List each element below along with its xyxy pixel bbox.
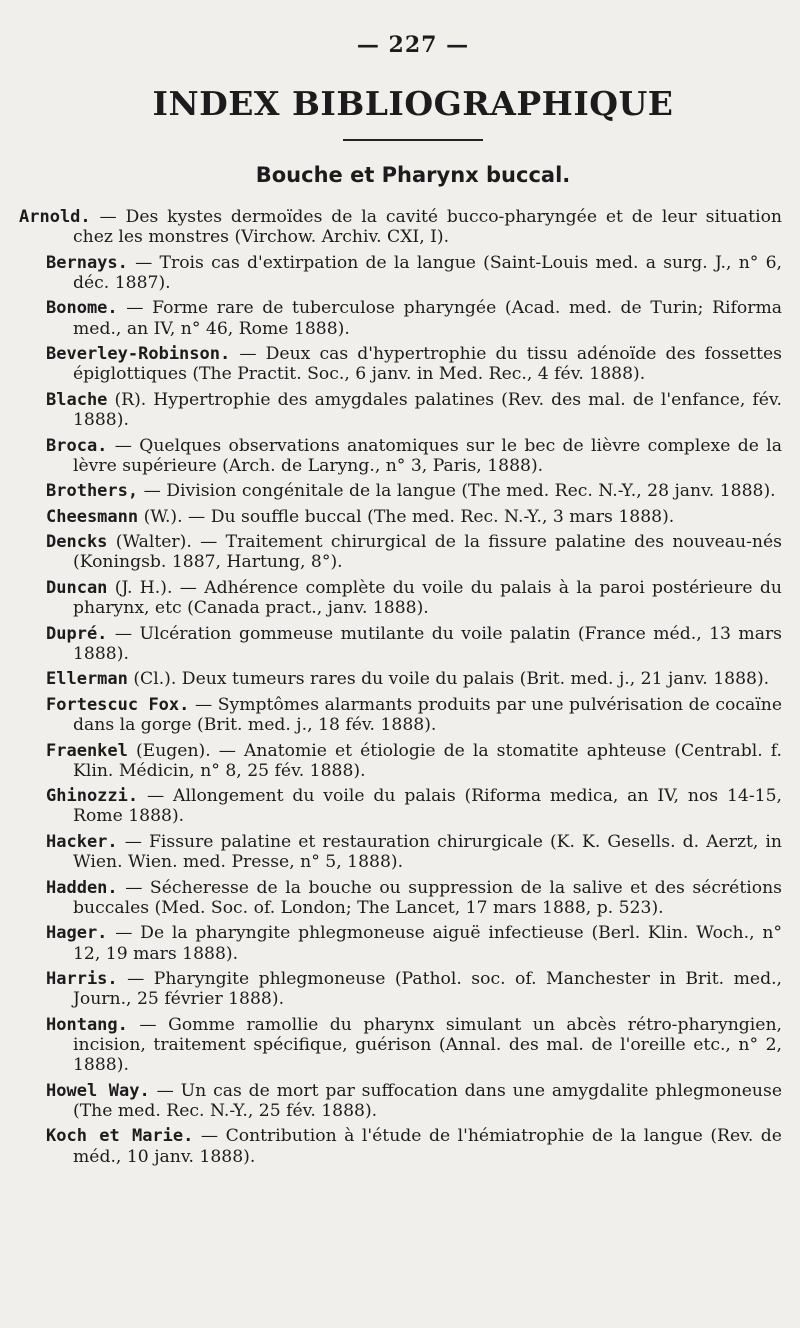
entry-text: — Quelques observations anatomiques sur le bec de lièvre complexe de la lèvre supérieure (Arch. de Laryng., n° 3, Paris, 1888). [73, 435, 782, 476]
section-heading: Bouche et Pharynx buccal. [255, 163, 571, 187]
page-number: — 227 — [356, 32, 470, 58]
bibliography-entry [46, 878, 782, 918]
bibliography-entry [46, 298, 782, 338]
bibliography-entry [46, 507, 782, 527]
entry-author: Koch et Marie. [46, 1126, 194, 1147]
entry-author: Bonome. [46, 298, 118, 319]
bibliography-entry [46, 481, 782, 501]
bibliography-entry [46, 344, 782, 384]
entry-author: Cheesmann [46, 506, 139, 527]
bibliography-entry [19, 207, 782, 248]
title-rule [343, 139, 483, 141]
entry-author: Howel Way. [46, 1080, 150, 1101]
bibliography-entry [46, 923, 782, 963]
entry-text: (Walter). — Traitement chirurgical de la fissure palatine des nouveau-nés (Koningsb. 1887, Hartung, 8°). [73, 532, 782, 573]
entry-text: (W.). — Du souffle buccal (The med. Rec. N.-Y., 3 mars 1888). [138, 506, 675, 527]
bibliography-entry [46, 786, 782, 826]
entry-author: Duncan [46, 577, 108, 598]
entry-text: — Gomme ramollie du pharynx simulant un abcès rétro-pharyngien, incision, traitement spécifique, guérison (Annal. des mal. de l'oreille etc., n° 2, 1888). [73, 1014, 782, 1076]
entry-author: Hontang. [46, 1014, 128, 1035]
entry-author: Fortescuc Fox. [46, 694, 190, 715]
entry-text: (J. H.). — Adhérence complète du voile du palais à la paroi postérieure du pharynx, etc (Canada pract., janv. 1888). [73, 577, 782, 619]
entry-text: — Symptômes alarmants produits par une pulvérisation de cocaïne dans la gorge (Brit. med. j., 18 fév. 1888). [73, 694, 782, 736]
bibliography-entry [46, 578, 782, 618]
entry-author: Ellerman [46, 669, 128, 690]
entry-author: Beverley-Robinson. [46, 344, 231, 365]
bibliography-entry [46, 1126, 782, 1166]
entry-author: Harris. [46, 969, 118, 990]
bibliography-entry [46, 532, 782, 572]
bibliography-list [19, 207, 782, 1167]
bibliography-entry [46, 669, 782, 689]
entry-author: Ghinozzi. [46, 786, 139, 807]
entry-text: — Deux cas d'hypertrophie du tissu adénoïde des fossettes épiglottiques (The Practit. Soc., 6 janv. in Med. Rec., 4 fév. 1888). [73, 344, 782, 385]
entry-author: Brothers, [46, 481, 139, 502]
bibliography-entry [46, 624, 782, 664]
bibliography-entry [46, 390, 782, 430]
bibliography-entry [46, 969, 782, 1009]
entry-text: (Eugen). — Anatomie et étiologie de la stomatite aphteuse (Centrabl. f. Klin. Médicin, n° 8, 25 fév. 1888). [73, 740, 782, 781]
entry-text: — Forme rare de tuberculose pharyngée (Acad. med. de Turin; Riforma med., an IV, n° 46, Rome 1888). [73, 298, 782, 339]
entry-text: — Ulcération gommeuse mutilante du voile palatin (France méd., 13 mars 1888). [73, 623, 782, 664]
entry-text: — Trois cas d'extirpation de la langue (Saint-Louis med. a surg. J., n° 6, déc. 1887). [73, 252, 782, 293]
entry-text: — Un cas de mort par suffocation dans une amygdalite phlegmoneuse (The med. Rec. N.-Y., 25 fév. 1888). [73, 1080, 782, 1121]
entry-author: Dencks [46, 532, 108, 553]
entry-text: — Fissure palatine et restauration chirurgicale (K. K. Gesells. d. Aerzt, in Wien. Wien. med. Presse, n° 5, 1888). [73, 831, 782, 873]
entry-text: — Pharyngite phlegmoneuse (Pathol. soc. of. Manchester in Brit. med., Journ., 25 février 1888). [73, 969, 782, 1010]
entry-text: — De la pharyngite phlegmoneuse aiguë infectieuse (Berl. Klin. Woch., n° 12, 19 mars 1888). [73, 923, 782, 964]
bibliography-entry [46, 695, 782, 735]
entry-author: Broca. [46, 435, 108, 456]
bibliography-entry [46, 832, 782, 872]
entry-text: — Contribution à l'étude de l'hémiatrophie de la langue (Rev. de méd., 10 janv. 1888). [73, 1126, 782, 1167]
entry-text: — Division congénitale de la langue (The med. Rec. N.-Y., 28 janv. 1888). [138, 481, 776, 502]
entry-text: — Allongement du voile du palais (Riforma medica, an IV, nos 14-15, Rome 1888). [73, 786, 782, 827]
entry-text: (R). Hypertrophie des amygdales palatines (Rev. des mal. de l'enfance, fév. 1888). [73, 389, 782, 431]
bibliography-entry [46, 1015, 782, 1076]
bibliography-entry [46, 436, 782, 476]
bibliography-entry [46, 1081, 782, 1121]
bibliography-entry [46, 253, 782, 293]
entry-author: Blache [46, 389, 108, 410]
entry-text: — Des kystes dermoïdes de la cavité bucco-pharyngée et de leur situation chez les monstres (Virchow. Archiv. CXI, I). [73, 207, 782, 248]
entry-author: Bernays. [46, 252, 128, 273]
entry-author: Fraenkel [46, 740, 128, 761]
entry-author: Arnold. [19, 207, 91, 227]
page-title: INDEX BIBLIOGRAPHIQUE [152, 84, 674, 123]
entry-author: Hager. [46, 923, 108, 944]
entry-text: (Cl.). Deux tumeurs rares du voile du palais (Brit. med. j., 21 janv. 1888). [127, 669, 770, 690]
entry-author: Hacker. [46, 831, 118, 852]
entry-author: Hadden. [46, 877, 118, 898]
entry-author: Dupré. [46, 623, 108, 644]
entry-text: — Sécheresse de la bouche ou suppression de la salive et des sécrétions buccales (Med. Soc. of. London; The Lancet, 17 mars 1888, p. 523). [73, 877, 782, 918]
bibliography-entry [46, 741, 782, 781]
